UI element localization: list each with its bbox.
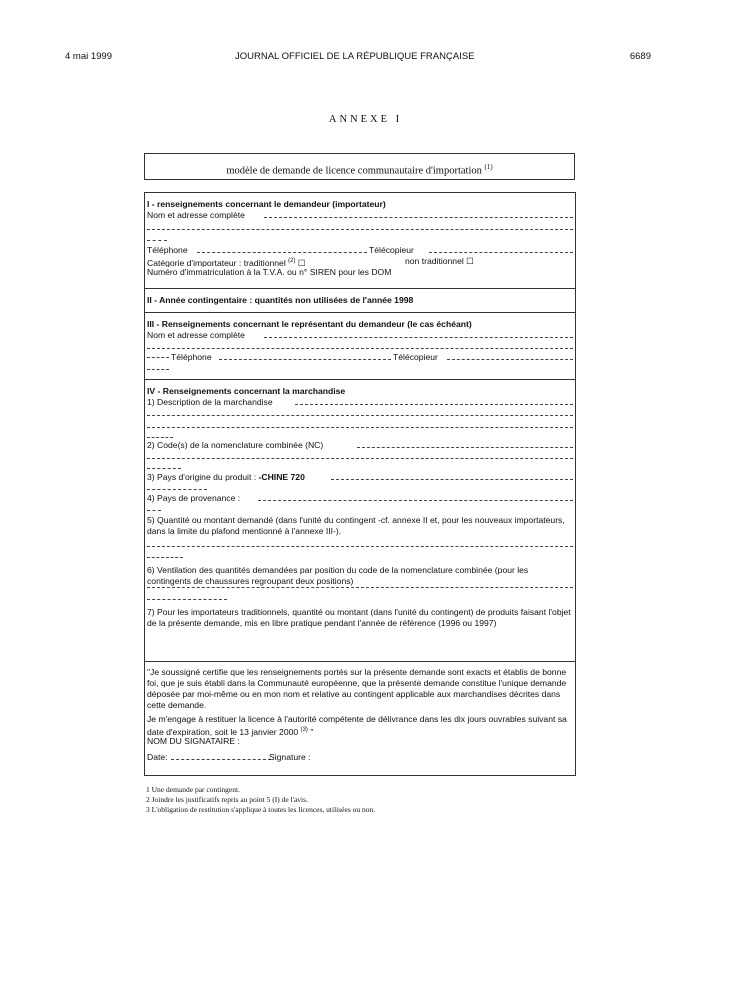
filler-dashes bbox=[147, 240, 167, 241]
applicant-fax-field[interactable] bbox=[429, 252, 573, 253]
filler-dashes bbox=[147, 489, 207, 490]
non-traditional-checkbox[interactable]: ☐ bbox=[466, 256, 474, 266]
section-goods-heading: IV - Renseignements concernant la marchandise bbox=[147, 386, 346, 396]
quantity-breakdown-field[interactable] bbox=[147, 587, 573, 588]
importer-category-label: Catégorie d'importateur : traditionnel bbox=[147, 257, 286, 267]
declaration-closing-quote: " bbox=[310, 726, 314, 737]
representative-phone-label: Téléphone bbox=[171, 352, 212, 362]
goods-description-line[interactable] bbox=[147, 415, 573, 416]
cn-code-line[interactable] bbox=[147, 458, 573, 459]
origin-country-label: 3) Pays d'origine du produit : bbox=[147, 472, 257, 482]
section-quota-year-heading: II - Année contingentaire : quantités non utilisées de l'année 1998 bbox=[147, 295, 414, 305]
applicant-fax-label: Télécopieur bbox=[369, 245, 414, 255]
goods-description-label: 1) Description de la marchandise bbox=[147, 397, 273, 407]
signature-label: Signature : bbox=[269, 752, 311, 762]
cn-code-label: 2) Code(s) de la nomenclature combinée (NC) bbox=[147, 440, 324, 450]
section-representative bbox=[145, 313, 575, 380]
origin-country-row bbox=[147, 472, 573, 483]
applicant-phone-label: Téléphone bbox=[147, 245, 188, 255]
declaration-certification: "Je soussigné certifie que les renseignements portés sur la présente demande sont exacts et établis de bonne foi, que je suis établi dans la Communauté européenne, que la présente demande constitue l'unique demande déposée par moi-même ou en mon nom et relative au contingent applicable aux marchandises décrites dans cette demande. bbox=[147, 667, 567, 710]
footnote-3: 3 L'obligation de restitution s'applique à toutes les licences, utilisées ou non. bbox=[146, 805, 376, 814]
page-header bbox=[65, 51, 651, 65]
provenance-country-label: 4) Pays de provenance : bbox=[147, 493, 241, 503]
footnotes bbox=[146, 785, 375, 815]
importer-category-row bbox=[147, 256, 573, 267]
non-traditional-label: non traditionnel bbox=[405, 256, 464, 266]
origin-country-value: -CHINE 720 bbox=[258, 472, 305, 482]
section-goods bbox=[145, 380, 575, 662]
representative-address-field[interactable] bbox=[147, 348, 573, 349]
filler-dashes bbox=[147, 357, 169, 358]
importer-category-footnote-ref: (2) bbox=[288, 258, 296, 264]
annex-title: ANNEXE I bbox=[328, 114, 403, 125]
section-declaration bbox=[145, 662, 575, 775]
footnote-1: 1 Une demande par contingent. bbox=[146, 785, 240, 794]
filler-dashes bbox=[147, 510, 161, 511]
applicant-phone-field[interactable] bbox=[197, 252, 367, 253]
provenance-country-field[interactable] bbox=[258, 500, 573, 501]
representative-fax-label: Télécopieur bbox=[393, 352, 438, 362]
filler-dashes bbox=[147, 468, 181, 469]
goods-description-line[interactable] bbox=[147, 427, 573, 428]
declaration-footnote-ref: (3) bbox=[300, 727, 308, 733]
tva-number-label: Numéro d'immatriculation à la T.V.A. ou n° SIREN pour les DOM bbox=[147, 267, 392, 277]
filler-dashes bbox=[147, 437, 173, 438]
cn-code-field[interactable] bbox=[357, 447, 573, 448]
date-label: Date: bbox=[147, 752, 168, 762]
section-applicant bbox=[145, 193, 575, 289]
reference-year-quantity-label: 7) Pour les importateurs traditionnels, quantité ou montant (dans l'unité du contingent) de produits faisant l'objet de la présente demande, mis en libre pratique pendant l'année de référence (1996 ou 1997) bbox=[147, 607, 571, 628]
form-title: modèle de demande de licence communautaire d'importation bbox=[226, 165, 482, 177]
goods-description-field[interactable] bbox=[295, 404, 573, 405]
filler-dashes bbox=[147, 369, 169, 370]
origin-country-field[interactable] bbox=[331, 479, 573, 480]
footnote-2: 2 Joindre les justificatifs repris au point 5 (I) de l'avis. bbox=[146, 795, 308, 804]
declaration-commitment bbox=[147, 714, 573, 738]
section-applicant-heading: I - renseignements concernant le demandeur (importateur) bbox=[147, 199, 386, 209]
header-journal-title: JOURNAL OFFICIEL DE LA RÉPUBLIQUE FRANÇAISE bbox=[235, 51, 475, 62]
form-title-footnote-ref: (1) bbox=[484, 163, 493, 171]
filler-dashes bbox=[147, 557, 183, 558]
form-title-box bbox=[144, 153, 575, 180]
representative-name-label: Nom et adresse complète bbox=[147, 330, 245, 340]
section-representative-heading: III - Renseignements concernant le représentant du demandeur (le cas échéant) bbox=[147, 319, 472, 329]
declaration-commitment-text: Je m'engage à restituer la licence à l'autorité compétente de délivrance dans les dix jours ouvrables suivant sa date d'expiration, soit le 13 janvier 2000 bbox=[147, 714, 567, 737]
applicant-name-field[interactable] bbox=[264, 217, 573, 218]
header-page-number: 6689 bbox=[629, 51, 651, 62]
traditional-checkbox[interactable]: ☐ bbox=[297, 257, 306, 267]
quantity-requested-field[interactable] bbox=[147, 546, 573, 547]
non-traditional-option bbox=[405, 256, 474, 267]
representative-name-field[interactable] bbox=[264, 337, 573, 338]
applicant-name-label: Nom et adresse complète bbox=[147, 210, 245, 220]
applicant-address-field[interactable] bbox=[147, 229, 573, 230]
date-field[interactable] bbox=[171, 759, 271, 760]
quantity-breakdown-label: 6) Ventilation des quantités demandées par position du code de la nomenclature combinée (pour les contingents de chaussures regroupant deux positions) bbox=[147, 565, 529, 586]
header-date: 4 mai 1999 bbox=[65, 51, 113, 62]
representative-fax-field[interactable] bbox=[447, 359, 573, 360]
representative-phone-field[interactable] bbox=[219, 359, 391, 360]
filler-dashes bbox=[147, 599, 227, 600]
section-quota-year bbox=[145, 289, 575, 313]
application-form bbox=[144, 192, 576, 776]
quantity-requested-label: 5) Quantité ou montant demandé (dans l'unité du contingent -cf. annexe II et, pour les nouveaux importateurs, dans la limite du plafond mentionné à l'annexe III-). bbox=[147, 515, 565, 536]
signatory-name-label: NOM DU SIGNATAIRE : bbox=[147, 736, 240, 746]
